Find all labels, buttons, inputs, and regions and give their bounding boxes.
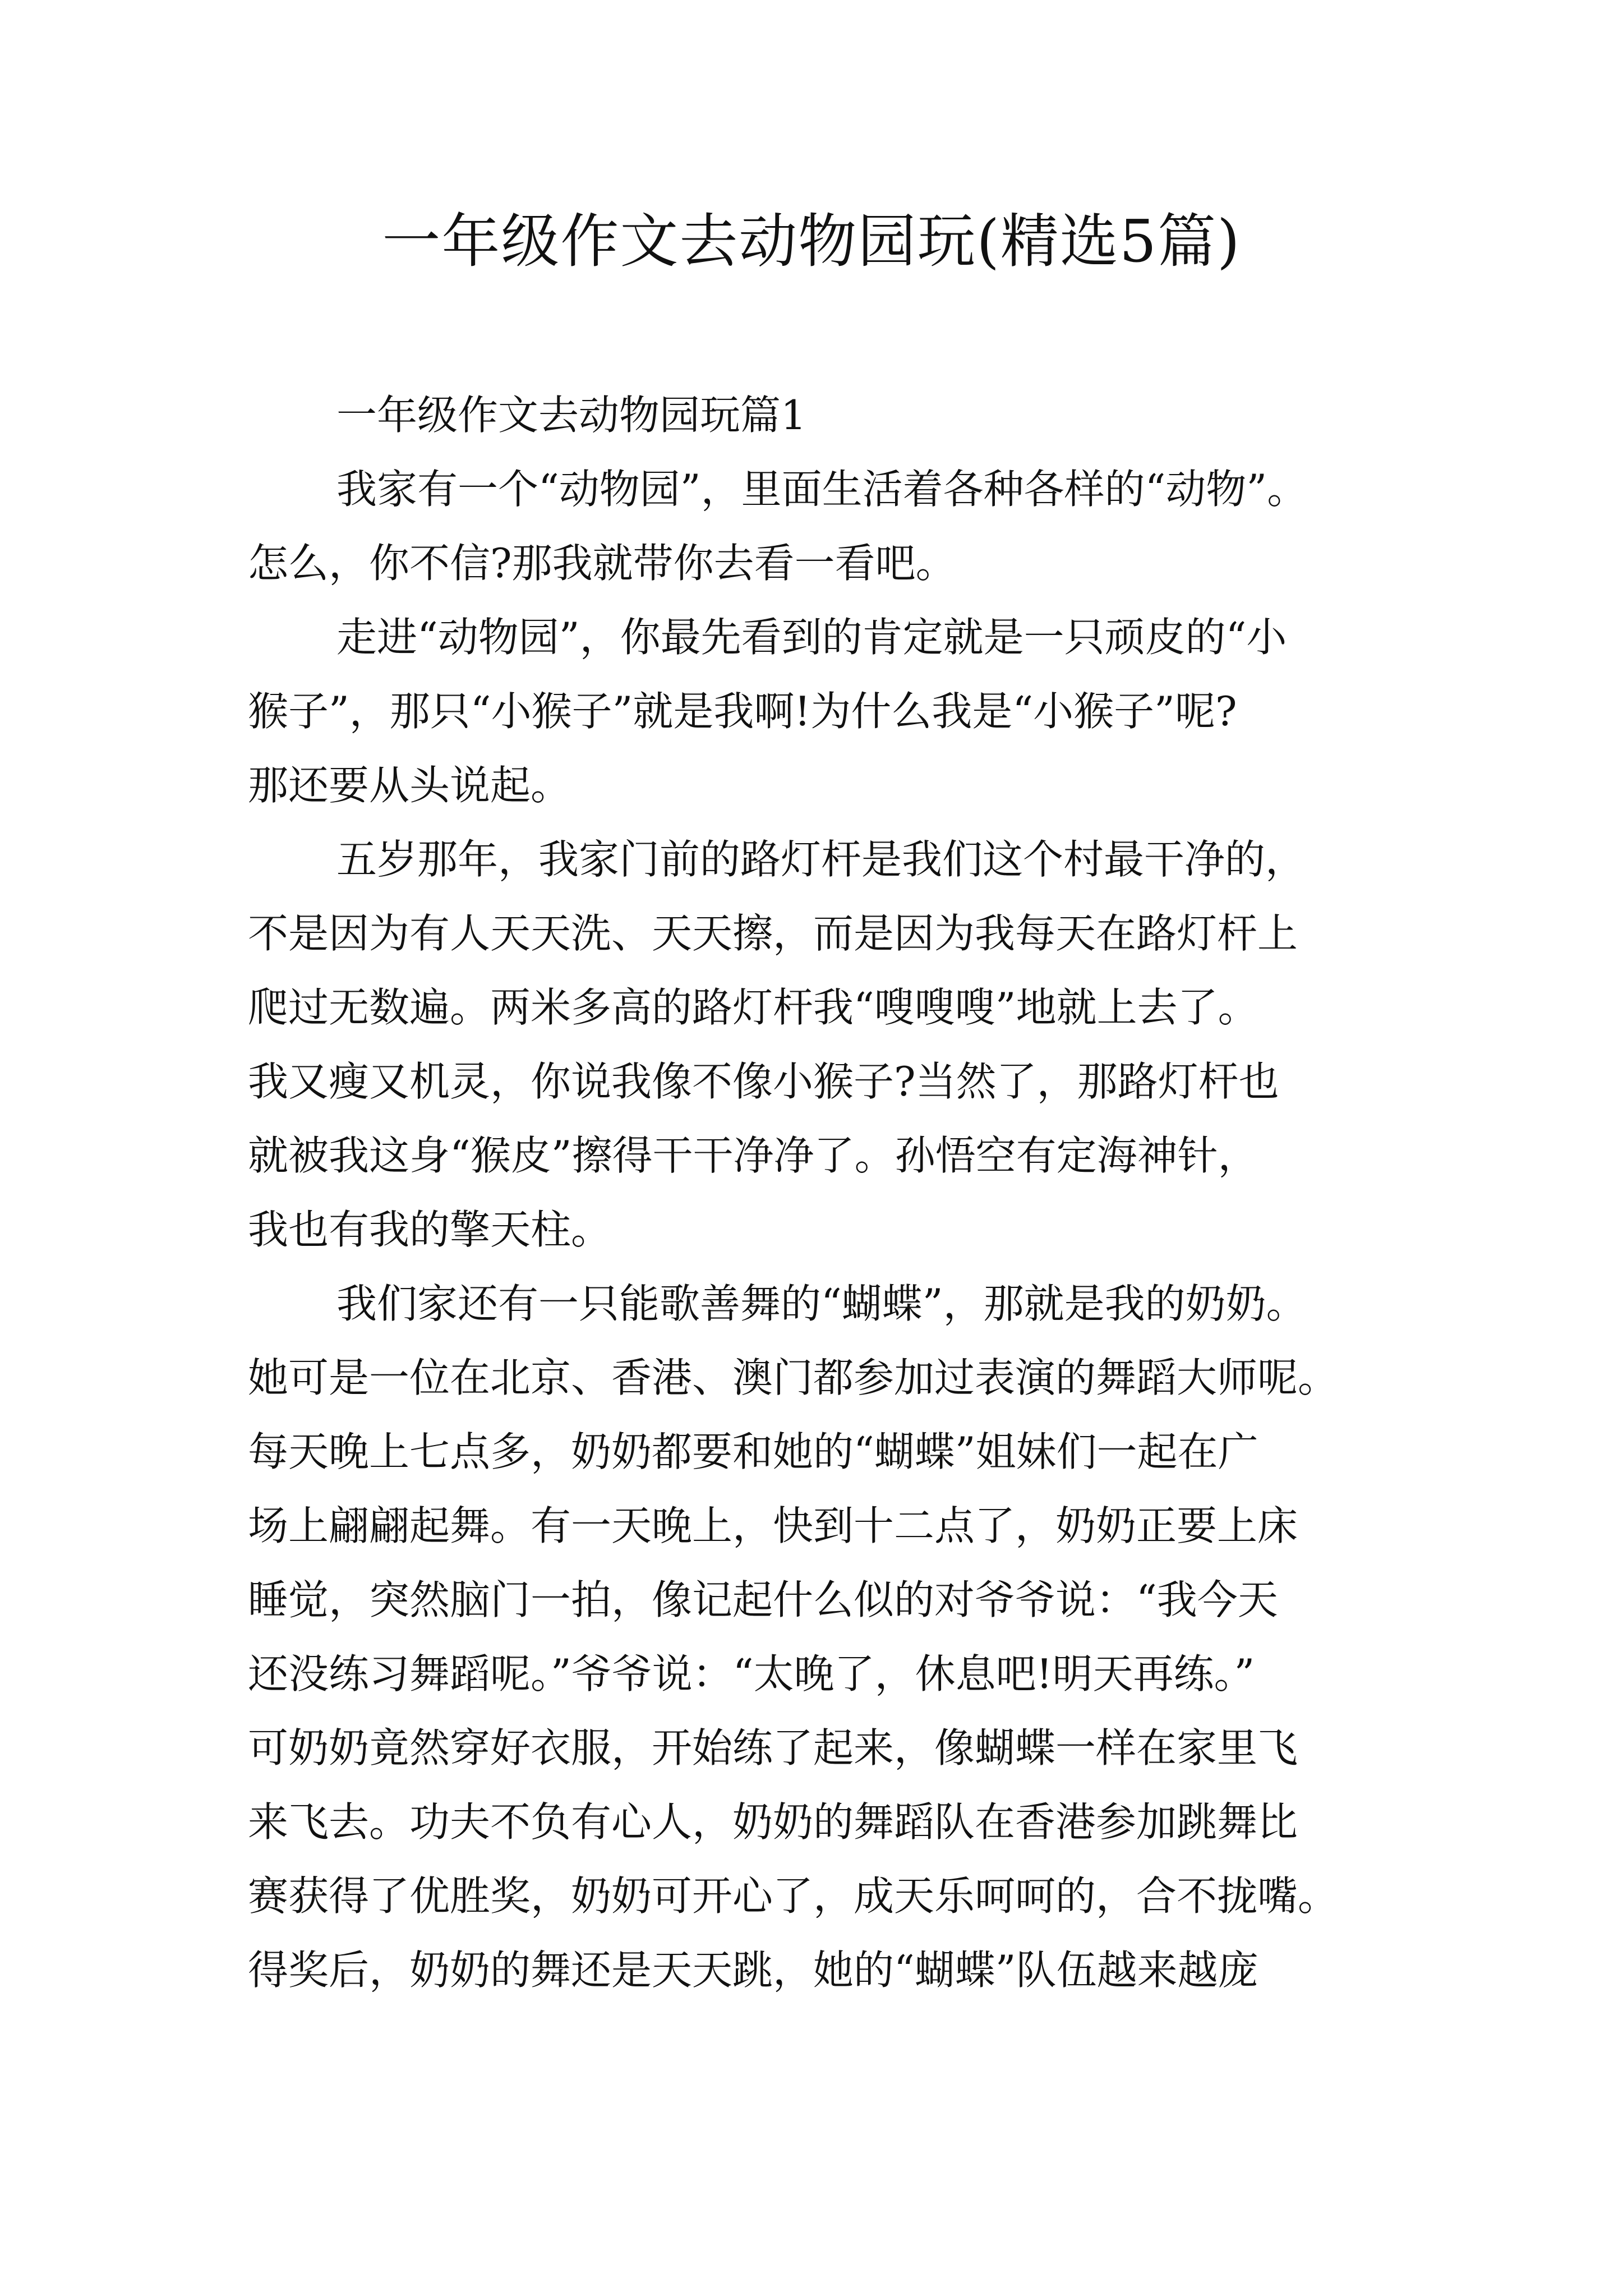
paragraph-line: 走进“动物园”，你最先看到的肯定就是一只顽皮的“小 — [336, 614, 1287, 661]
paragraph-line: 就被我这身“猴皮”擦得干干净净了。孙悟空有定海神针， — [248, 1132, 1258, 1179]
paragraph-line: 不是因为有人天天洗、天天擦，而是因为我每天在路灯杆上 — [248, 910, 1298, 957]
paragraph-line: 赛获得了优胜奖，奶奶可开心了，成天乐呵呵的，合不拢嘴。 — [248, 1872, 1339, 1920]
paragraph-line: 还没练习舞蹈呢。”爷爷说：“太晚了，休息吧!明天再练。” — [248, 1650, 1255, 1697]
paragraph-line: 我们家还有一只能歌善舞的“蝴蝶”，那就是我的奶奶。 — [336, 1280, 1307, 1327]
paragraph-line: 可奶奶竟然穿好衣服，开始练了起来，像蝴蝶一样在家里飞 — [248, 1724, 1298, 1772]
paragraph-line: 我家有一个“动物园”，里面生活着各种各样的“动物”。 — [336, 466, 1308, 513]
paragraph-line: 我又瘦又机灵，你说我像不像小猴子?当然了，那路灯杆也 — [248, 1058, 1279, 1105]
paragraph-line: 场上翩翩起舞。有一天晚上，快到十二点了，奶奶正要上床 — [248, 1502, 1298, 1549]
paragraph-line: 爬过无数遍。两米多高的路灯杆我“嗖嗖嗖”地就上去了。 — [248, 984, 1258, 1031]
document-title: 一年级作文去动物园玩(精选5篇) — [382, 207, 1241, 275]
paragraph-line: 来飞去。功夫不负有心人，奶奶的舞蹈队在香港参加跳舞比 — [248, 1798, 1298, 1846]
paragraph-line: 每天晚上七点多，奶奶都要和她的“蝴蝶”姐妹们一起在广 — [248, 1428, 1258, 1475]
paragraph-line: 睡觉，突然脑门一拍，像记起什么似的对爷爷说：“我今天 — [248, 1576, 1278, 1623]
paragraph-line: 猴子”，那只“小猴子”就是我啊!为什么我是“小猴子”呢? — [248, 688, 1237, 735]
paragraph-line: 怎么，你不信?那我就带你去看一看吧。 — [248, 540, 956, 587]
paragraph-line: 五岁那年，我家门前的路灯杆是我们这个村最干净的， — [336, 836, 1306, 883]
paragraph-line: 我也有我的擎天柱。 — [248, 1206, 612, 1253]
paragraph-line: 得奖后，奶奶的舞还是天天跳，她的“蝴蝶”队伍越来越庞 — [248, 1947, 1258, 1994]
paragraph-line: 那还要从头说起。 — [248, 762, 571, 809]
section-heading: 一年级作文去动物园玩篇1 — [336, 392, 806, 439]
paragraph-line: 她可是一位在北京、香港、澳门都参加过表演的舞蹈大师呢。 — [248, 1354, 1339, 1401]
